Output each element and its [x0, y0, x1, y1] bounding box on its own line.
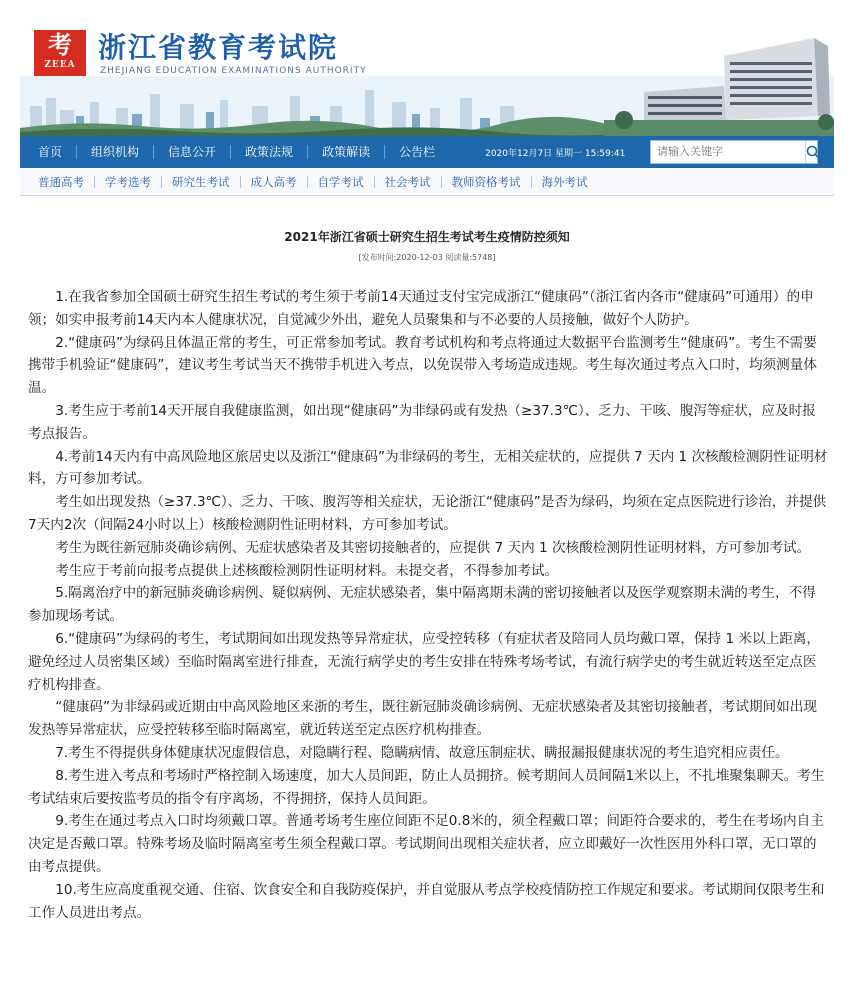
- nav-organization[interactable]: 组织机构: [91, 145, 140, 159]
- article-paragraph: 6.“健康码”为绿码的考生，考试期间如出现发热等异常症状，应受控转移（有症状者及陪同人员均戴口罩，保持 1 米以上距离，避免经过人员密集区域）至临时隔离室进行排查，无流行病学史的考生安排在特殊考场考试，有流行病学史的考生就近转送至定点医疗机构排查。: [28, 630, 820, 693]
- subnav-overseas-exam[interactable]: 海外考试: [541, 174, 588, 189]
- article-title: 2021年浙江省硕士研究生招生考试考生疫情防控须知: [284, 230, 570, 244]
- subnav-self-study[interactable]: 自学考试: [317, 174, 364, 189]
- subnav-social-exam[interactable]: 社会考试: [384, 174, 431, 189]
- header-banner: [20, 0, 834, 136]
- article-paragraph: 7.考生不得提供身体健康状况虚假信息，对隐瞒行程、隐瞒病情、故意压制症状、瞒报漏报健康状况的考生追究相应责任。: [55, 744, 789, 761]
- site-logo[interactable]: [34, 30, 86, 76]
- subnav-xuekao[interactable]: 学考选考: [105, 174, 151, 189]
- search-box: [650, 140, 818, 164]
- search-icon: [806, 145, 820, 159]
- article-paragraph: 5.隔离治疗中的新冠肺炎确诊病例、疑似病例、无症状感染者，集中隔离期未满的密切接触者以及医学观察期未满的考生，不得参加现场考试。: [28, 585, 816, 625]
- article-paragraph: 考生应于考前向报考点提供上述核酸检测阴性证明材料。未提交者，不得参加考试。: [55, 562, 559, 579]
- nav-policy-interpretation[interactable]: 政策解读: [322, 145, 371, 159]
- article-paragraph: 考生为既往新冠肺炎确诊病例、无症状感染者及其密切接触者的，应提供 7 天内 1 次核酸检测阴性证明材料，方可参加考试。: [55, 539, 811, 556]
- current-datetime: 2020年12月7日 星期一 15:59:41: [485, 148, 626, 159]
- article-paragraph: 10.考生应高度重视交通、住宿、饮食安全和自我防疫保护，并自觉服从考点学校疫情防控工作规定和要求。考试期间仅限考生和工作人员进出考点。: [28, 881, 825, 921]
- article-paragraph: 考生如出现发热（≥37.3℃）、乏力、干咳、腹泻等相关症状，无论浙江“健康码”是否为绿码，均须在定点医院进行诊治，并提供7天内2次（间隔24小时以上）核酸检测阴性证明材料，方可参加考试。: [28, 494, 827, 533]
- nav-policies[interactable]: 政策法规: [245, 145, 294, 159]
- logo-glyph: 考: [48, 30, 72, 59]
- article-paragraph: 3.考生应于考前14天开展自我健康监测，如出现“健康码”为非绿码或有发热（≥37.3℃）、乏力、干咳、腹泻等症状，应及时报考点报告。: [28, 402, 816, 442]
- article-paragraph: 1.在我省参加全国硕士研究生招生考试的考生须于考前14天通过支付宝完成浙江“健康码”（浙江省内各市“健康码”可通用）的申领；如实申报考前14天内本人健康状况，自觉减少外出，避免人员聚集和与不必要的人员接触，做好个人防护。: [28, 289, 814, 328]
- nav-home[interactable]: 首页: [38, 145, 63, 159]
- subnav-gaokao[interactable]: 普通高考: [38, 174, 84, 189]
- sub-nav: [20, 168, 834, 196]
- article-paragraph: “健康码”为非绿码或近期由中高风险地区来浙的考生，既往新冠肺炎确诊病例、无症状感染者及其密切接触者，考试期间如出现发热等异常症状，应受控转移至临时隔离室，就近转送至定点医疗机构排查。: [28, 699, 817, 739]
- subnav-graduate-exam[interactable]: 研究生考试: [172, 174, 230, 189]
- subnav-teacher-cert[interactable]: 教师资格考试: [451, 174, 521, 189]
- site-subtitle: ZHEJIANG EDUCATION EXAMINATIONS AUTHORITY: [100, 66, 367, 76]
- article-body: [28, 286, 828, 924]
- article-meta: [发布时间:2020-12-03 阅读量:5748]: [358, 253, 496, 262]
- subnav-adult-exam[interactable]: 成人高考: [250, 174, 297, 189]
- search-button[interactable]: [805, 141, 820, 163]
- site-title: 浙江省教育考试院: [98, 31, 339, 64]
- article-paragraph: 4.考前14天内有中高风险地区旅居史以及浙江“健康码”为非绿码的考生，无相关症状的，应提供 7 天内 1 次核酸检测阴性证明材料，方可参加考试。: [28, 448, 828, 488]
- building-illustration: [604, 16, 834, 136]
- nav-bulletin[interactable]: 公告栏: [399, 145, 436, 159]
- logo-mark: ZEEA: [44, 60, 76, 70]
- article-paragraph: 2.“健康码”为绿码且体温正常的考生，可正常参加考试。教育考试机构和考点将通过大数据平台监测考生“健康码”。考生不需要携带手机验证“健康码”，建议考生考试当天不携带手机进入考点，以免误带入考场造成违规。考生每次通过考点入口时，均须测量体温。: [28, 334, 817, 397]
- article-paragraph: 8.考生进入考点和考场时严格控制入场速度，加大人员间距，防止人员拥挤。候考期间人员间隔1米以上，不扎堆聚集聊天。考生考试结束后要按监考员的指令有序离场，不得拥挤，保持人员间距。: [28, 767, 825, 807]
- main-nav: [20, 136, 834, 168]
- article-paragraph: 9.考生在通过考点入口时均须戴口罩。普通考场考生座位间距不足0.8米的，须全程戴口罩；间距符合要求的，考生在考场内自主决定是否戴口罩。特殊考场及临时隔离室考生须全程戴口罩。考试期间出现相关症状者，应立即戴好一次性医用外科口罩，无口罩的由考点提供。: [28, 813, 824, 875]
- search-input[interactable]: [651, 141, 805, 163]
- nav-public-info[interactable]: 信息公开: [168, 145, 217, 159]
